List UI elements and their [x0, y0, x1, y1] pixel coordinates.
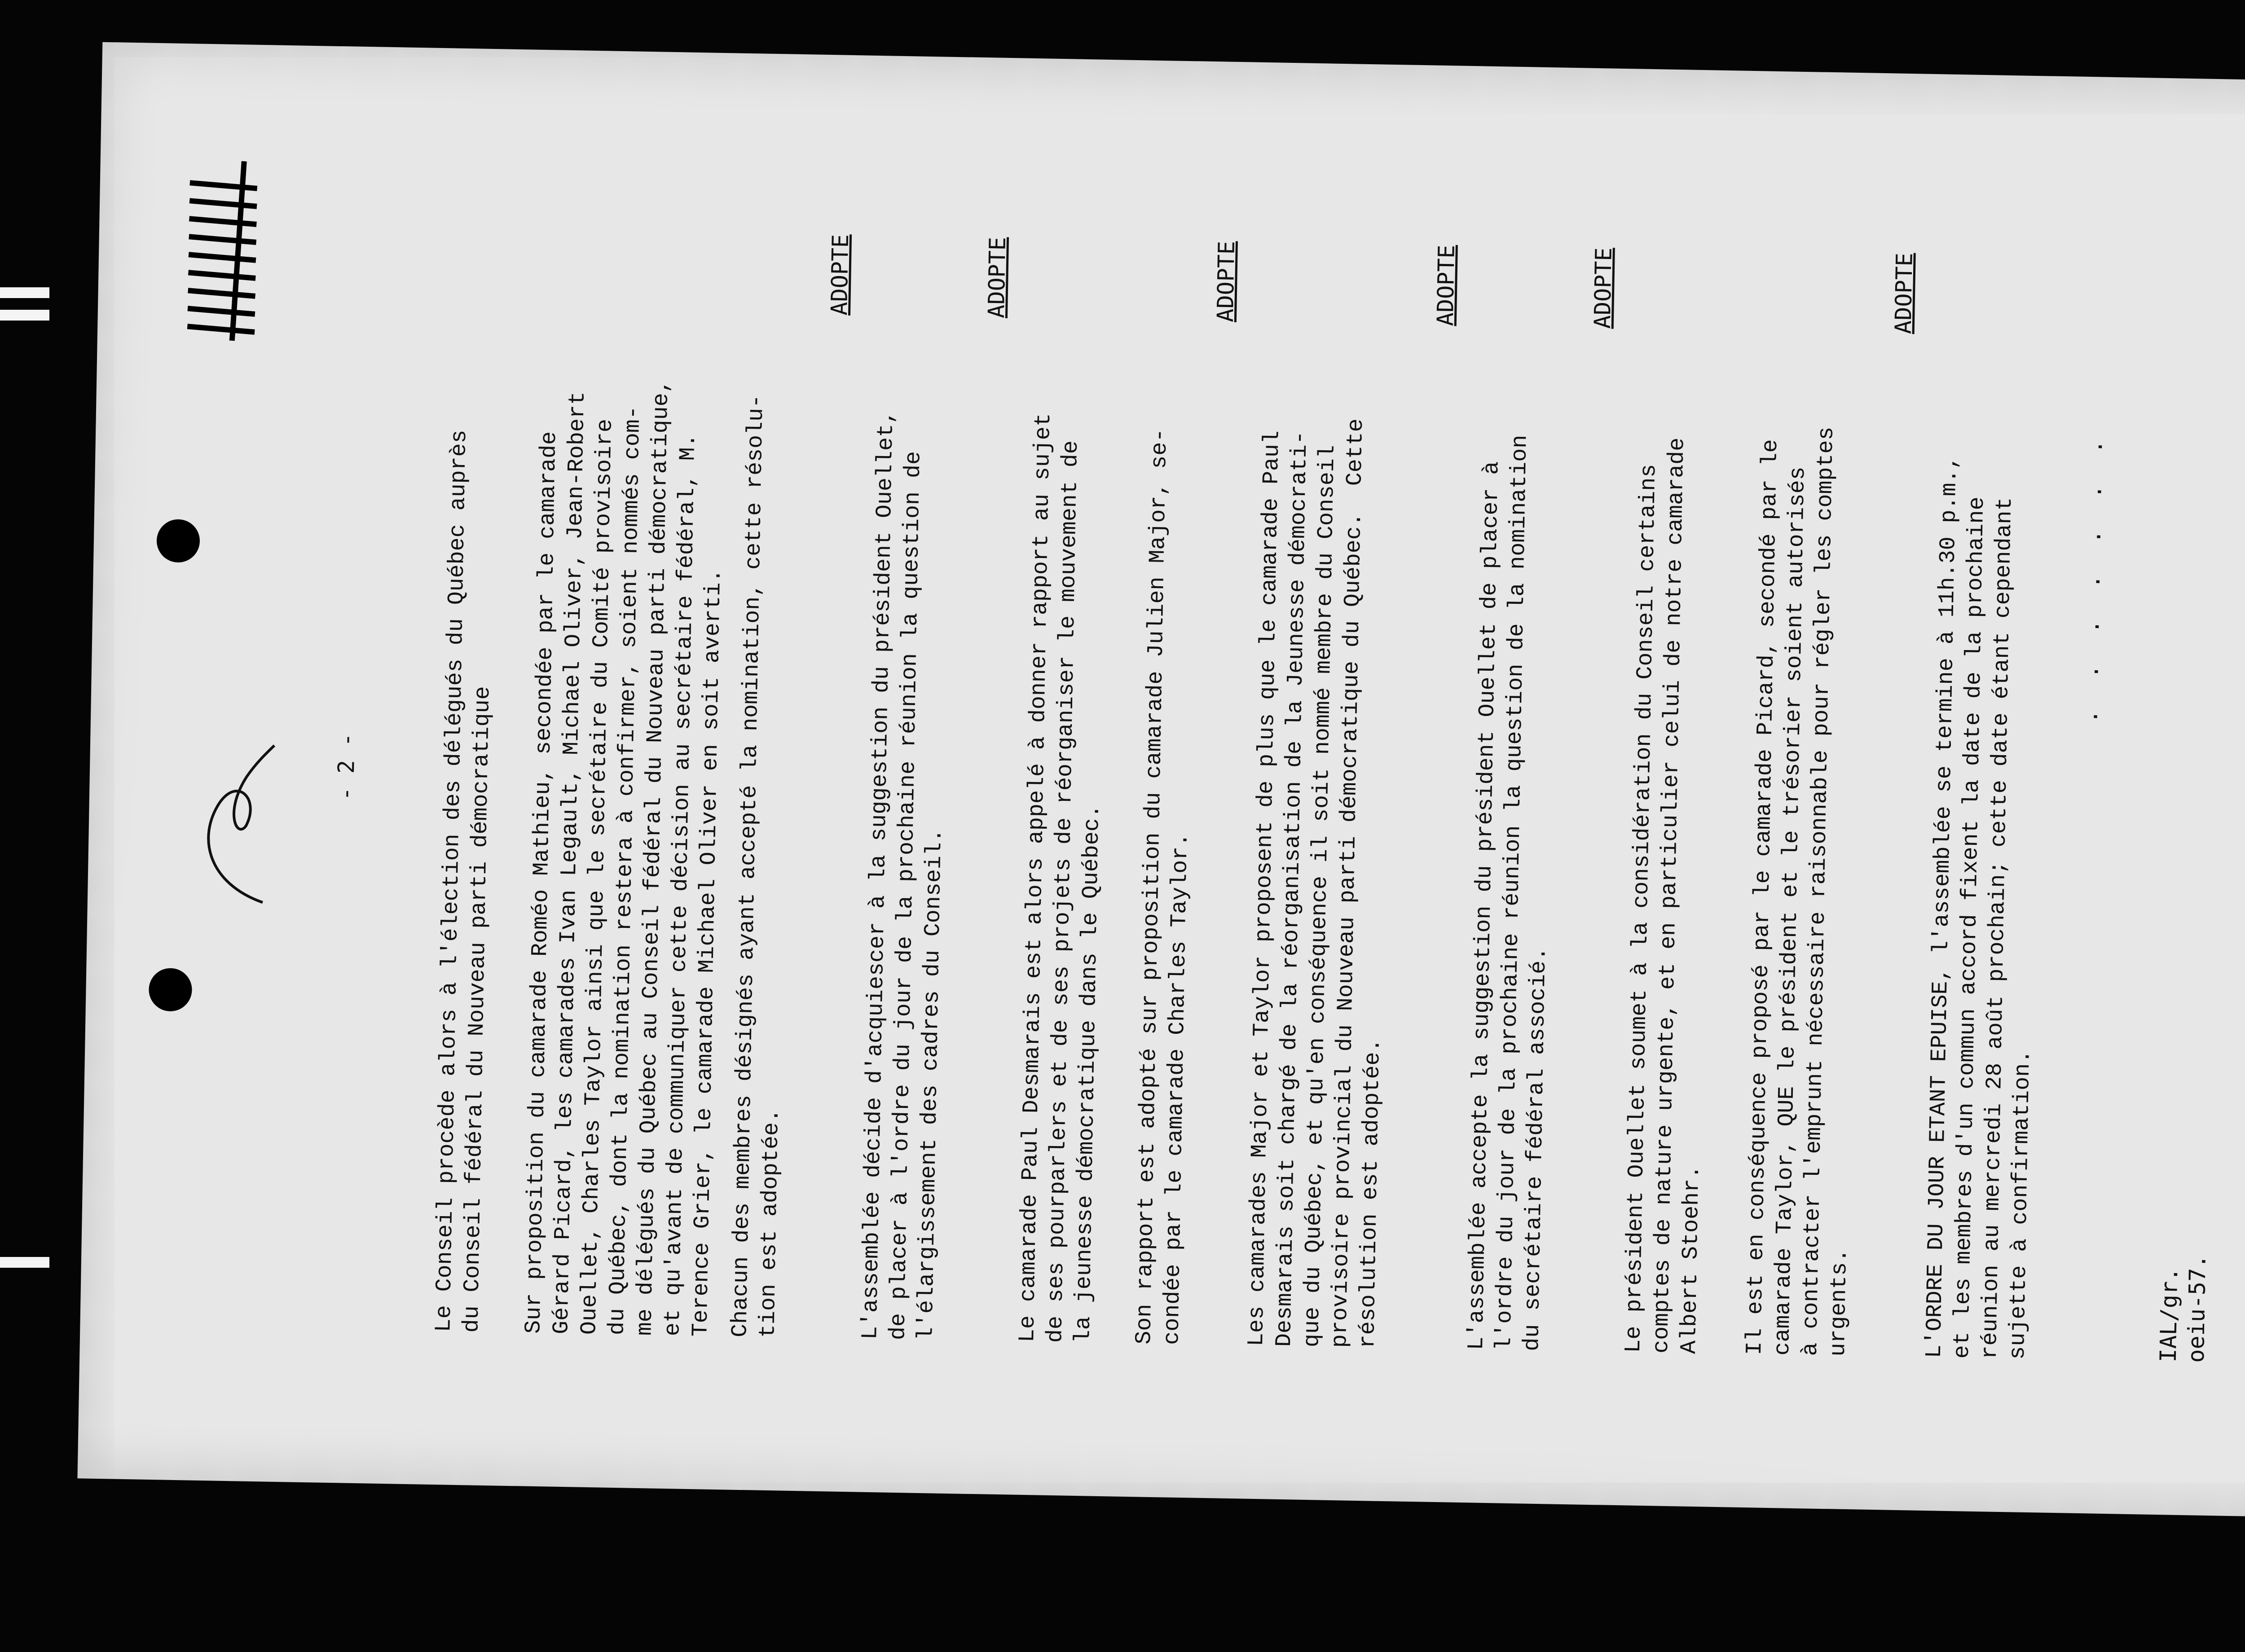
film-edge-mark — [0, 287, 49, 298]
rotated-page — [77, 42, 2245, 1519]
paragraph-secretaire-associe: L'assemblée accepte la suggestion du président Ouellet de placer à l'ordre du jour de la prochaine réunion la question de la nomination du secrétaire fédéral associé. — [1463, 435, 1552, 1352]
paragraph-acceptance: Chacun des membres désignés ayant accepté la nomination, cette résolu- tion est adoptée. — [727, 394, 785, 1338]
adopte-label: ADOPTE — [1432, 244, 1460, 326]
paragraph-desmarais-rapport: Le camarade Paul Desmarais est alors appelé à donner rapport au sujet de ses pourparlers et de ses projets de réorganiser le mouvement de la jeunesse démocratique dans le Québec. — [1015, 413, 1106, 1344]
document-sheet — [77, 42, 2245, 1520]
paragraph-comptes: Le président Ouellet soumet à la considération du Conseil certains comptes de nature urgente, et en particulier celui de notre camarade Albert Stoehr. — [1620, 437, 1706, 1354]
adopte-label: ADOPTE — [826, 234, 854, 316]
handwritten-scribble — [191, 740, 284, 912]
closing-dots: . . . . . . . — [2076, 431, 2108, 724]
footer-initials: IAL/gr. — [2155, 1267, 2183, 1362]
strikethrough-marks — [178, 156, 262, 346]
paragraph-cloture: L'ORDRE DU JOUR ETANT EPUISE, l'assemblée se termine à 11h.30 p.m., et les membres d'un commun accord fixent la date de la prochaine réunion au mercredi 28 août prochain; cette date étant cependant sujette à confirmation. — [1921, 455, 2036, 1360]
film-edge-mark — [0, 310, 49, 321]
adopte-label: ADOPTE — [1589, 247, 1617, 329]
paragraph-election: Le Conseil procède alors à l'élection des délégués du Québec auprès du Conseil fédéral du Nouveau parti démocratique — [431, 429, 496, 1333]
adopte-label: ADOPTE — [983, 237, 1011, 319]
paragraph-jeunesse: Les camarades Major et Taylor proposent de plus que le camarade Paul Desmarais soit chargé de la réorganisation de la Jeunesse démocrati- que du Québec, et qu'en conséquence il soit nommé membre du Conseil provisoire provincial du Nouveau parti démocratique du Québec. Cette résolution est adoptée. — [1244, 418, 1387, 1349]
paragraph-elargissement: L'assemblée décide d'acquiescer à la suggestion du président Ouellet, de placer à l'ordre du jour de la prochaine réunion la question de l'élargissement des cadres du Conseil. — [858, 410, 948, 1341]
page-number: - 2 - — [332, 733, 360, 801]
adopte-label: ADOPTE — [1212, 241, 1240, 322]
paragraph-proposal-delegates: Sur proposition du camarade Roméo Mathieu, secondée par le camarade Gérard Picard, les camarades Ivan Legault, Michael Oliver, Jean-Robert Ouellet, Charles Taylor ainsi que le secrétaire du Comité provisoire du Québec, dont la nomination restera à confirmer, soient nommés com- me délégués du Québec au Conseil fédéral du Nouveau parti démocratique, et qu'avant de communiquer cette décision au secrétaire fédéral, M. Terence Grier, le camarade Michael Oliver en soit averti. — [521, 379, 727, 1337]
paragraph-rapport-adopte: Son rapport est adopté sur proposition du camarade Julien Major, se- condée par le camarade Charles Taylor. — [1131, 428, 1194, 1345]
adopte-label: ADOPTE — [1890, 252, 1918, 334]
film-edge-mark — [0, 1257, 49, 1268]
paragraph-emprunt: Il est en conséquence proposé par le camarade Picard, secondé par le camarade Taylor, QUE le président et le trésorier soient autorisés à contracter l'emprunt nécessaire raisonnable pour régler les comptes urgents. — [1742, 426, 1853, 1357]
footer-union-code: oeiu-57. — [2183, 1254, 2211, 1363]
